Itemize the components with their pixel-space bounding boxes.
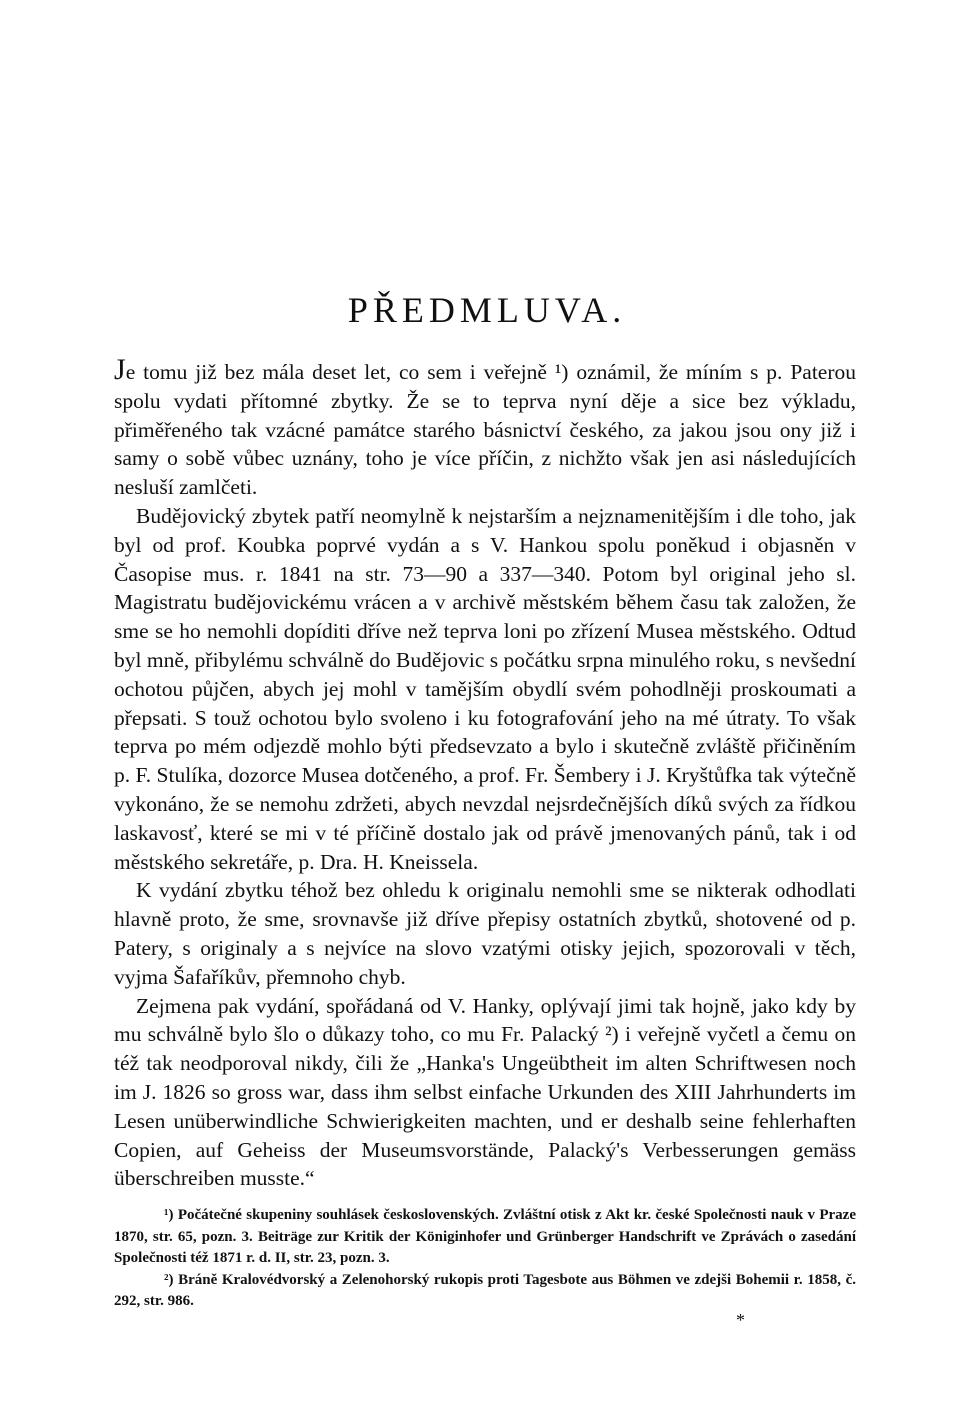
- initial-letter: J: [114, 353, 126, 386]
- paragraph-3: K vydání zbytku téhož bez ohledu k originalu nemohli sme se nikterak odhodlati hlavně proto, že sme, srovnavše již dříve přepisy ostatních zbytků, shotovené od p. Patery, s originaly a s nejvíce na slovo vzatými otisky jejich, spozorovali v těch, vyjma Šafaříkův, přemnoho chyb.: [114, 878, 856, 989]
- body-text: [114, 353, 856, 1193]
- footnote-1: ¹) Počátečné skupeniny souhlásek československých. Zvláštní otisk z Akt kr. české Společnosti nauk v Praze 1870, str. 65, pozn. 3. Beiträge zur Kritik der Königinhofer und Grünberger Handschrift ve Zprávách o zasedání Společnosti též 1871 r. d. II, str. 23, pozn. 3.: [114, 1207, 856, 1266]
- footnote-2: ²) Bráně Kralovédvorský a Zelenohorský rukopis proti Tagesbote aus Böhmen ve zdejši Bohemii r. 1858, č. 292, str. 986.: [114, 1271, 856, 1309]
- footnotes: [114, 1205, 856, 1313]
- paragraph-4: Zejmena pak vydání, spořádaná od V. Hanky, oplývají jimi tak hojně, jako kdy by mu schválně bylo šlo o důkazy toho, co mu Fr. Palacký ²) i veřejně vyčetl a čemu on též tak neodporoval nikdy, čili že „Hanka's Ungeübtheit im alten Schriftwesen noch im J. 1826 so gross war, dass ihm selbst einfache Urkunden des XIII Jahrhunderts im Lesen unüberwindliche Schwierigkeiten machten, und er deshalb seine fehlerhaften Copien, auf Geheiss der Museumsvorstände, Palacký's Verbesserungen gemäss überschreiben musste.“: [114, 993, 856, 1191]
- page-title: PŘEDMLUVA.: [347, 290, 627, 330]
- paragraph-1: [114, 353, 856, 502]
- signature-mark: *: [736, 1310, 745, 1330]
- paragraph-1-text: e tomu již bez mála deset let, co sem i veřejně ¹) oznámil, že míním s p. Paterou spolu vydati přítomné zbytky. Že se to teprva nyní děje a sice bez výkladu, přiměřeného tak vzácné památce starého básnictví českého, za jakou jsou ony již i samy o sobě vůbec uznány, toho je více příčin, z nichžto však jen asi následujících nesluší zamlčeti.: [114, 360, 856, 500]
- paragraph-2: Budějovický zbytek patří neomylně k nejstarším a nejznamenitějším i dle toho, jak byl od prof. Koubka poprvé vydán a s V. Hankou spolu poněkud i objasněn v Časopise mus. r. 1841 na str. 73—90 a 337—340. Potom byl original jeho sl. Magistratu budějovickému vrácen a v archivě městském během času tak založen, že sme se ho nemohli dopíditi dříve než teprva loni po zřízení Musea městského. Odtud byl mně, přibylému schválně do Budějovic s počátku srpna minulého roku, s nevšední ochotou půjčen, abych jej mohl v tamějším obydlí svém pohodlněji proskoumati a přepsati. S touž ochotou bylo svoleno i ku fotografování jeho na mé útraty. To však teprva po mém odjezdě mohlo býti předsevzato a bylo i skutečně zvláště přičiněním p. F. Stulíka, dozorce Musea dotčeného, a prof. Fr. Šembery i J. Kryštůfka tak výtečně vykonáno, že se nemohu zdržeti, abych nevzdal nejsrdečnějších díků svých za řídkou laskavosť, které se mi v té příčině dostalo jak od právě jmenovaných pánů, tak i od městského sekretáře, p. Dra. H. Kneissela.: [114, 503, 856, 874]
